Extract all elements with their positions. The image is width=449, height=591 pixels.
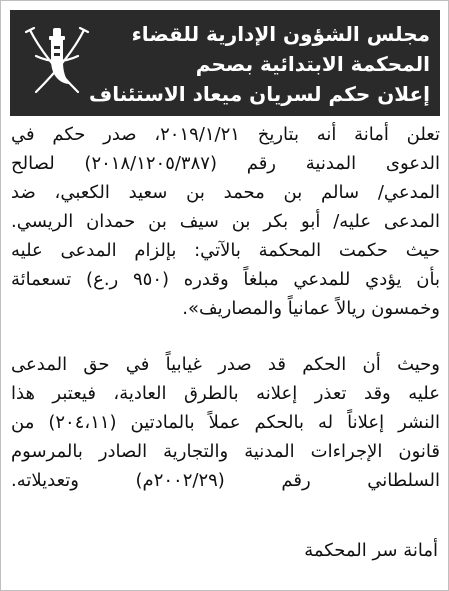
- judgment-paragraph: [11, 120, 440, 323]
- notice-paragraph: [11, 350, 440, 495]
- body-line: النشر إعلاناً له بالحكم عملاً بالمادتين (٢٠٤،١١) من: [11, 412, 440, 433]
- paragraph-gap: [11, 323, 440, 350]
- body-line: الدعوى المدنية رقم (٢٠١٨/١٢٠٥/٣٨٧) لصالح: [11, 153, 440, 174]
- announcement-title: إعلان حكم لسريان ميعاد الاستئناف: [88, 82, 430, 106]
- announcement-header-text: [88, 19, 430, 109]
- body-line: وخمسون ريالاً عمانياً والمصاريف».: [182, 298, 440, 319]
- body-line: قانون الإجراءات المدنية والتجارية الصادر بالمرسوم: [11, 441, 440, 462]
- body-line: المدعي/ سالم بن محمد بن سعيد الكعبي، ضد: [11, 182, 440, 203]
- body-line: وحيث أن الحكم قد صدر غيابياً في حق المدعى: [11, 354, 440, 375]
- body-line: تعلن أمانة أنه بتاريخ ٢٠١٩/١/٢١، صدر حكم في: [11, 124, 440, 145]
- council-name: مجلس الشؤون الإدارية للقضاء: [131, 22, 430, 46]
- body-line: عليه وقد تعذر إعلانه بالطرق العادية، فيعتبر هذا: [11, 383, 440, 404]
- body-line: بأن يؤدي للمدعي مبلغاً وقدره (٩٥٠ ر.ع) تسعمائة: [11, 269, 441, 290]
- announcement-header: [10, 10, 440, 116]
- body-line: المدعى عليه/ أبو بكر بن سيف بن حمدان الريسي.: [11, 211, 440, 232]
- court-name: المحكمة الابتدائية بصحم: [195, 52, 430, 76]
- oman-national-emblem-icon: [20, 22, 94, 104]
- announcement-body: [11, 120, 440, 495]
- court-secretariat-signature: أمانة سر المحكمة: [304, 540, 438, 561]
- body-line: حيث حكمت المحكمة بالآتي: بإلزام المدعى عليه: [11, 240, 440, 261]
- body-line: السلطاني رقم (٢٠٠٢/٢٩م) وتعديلاته.: [11, 470, 441, 491]
